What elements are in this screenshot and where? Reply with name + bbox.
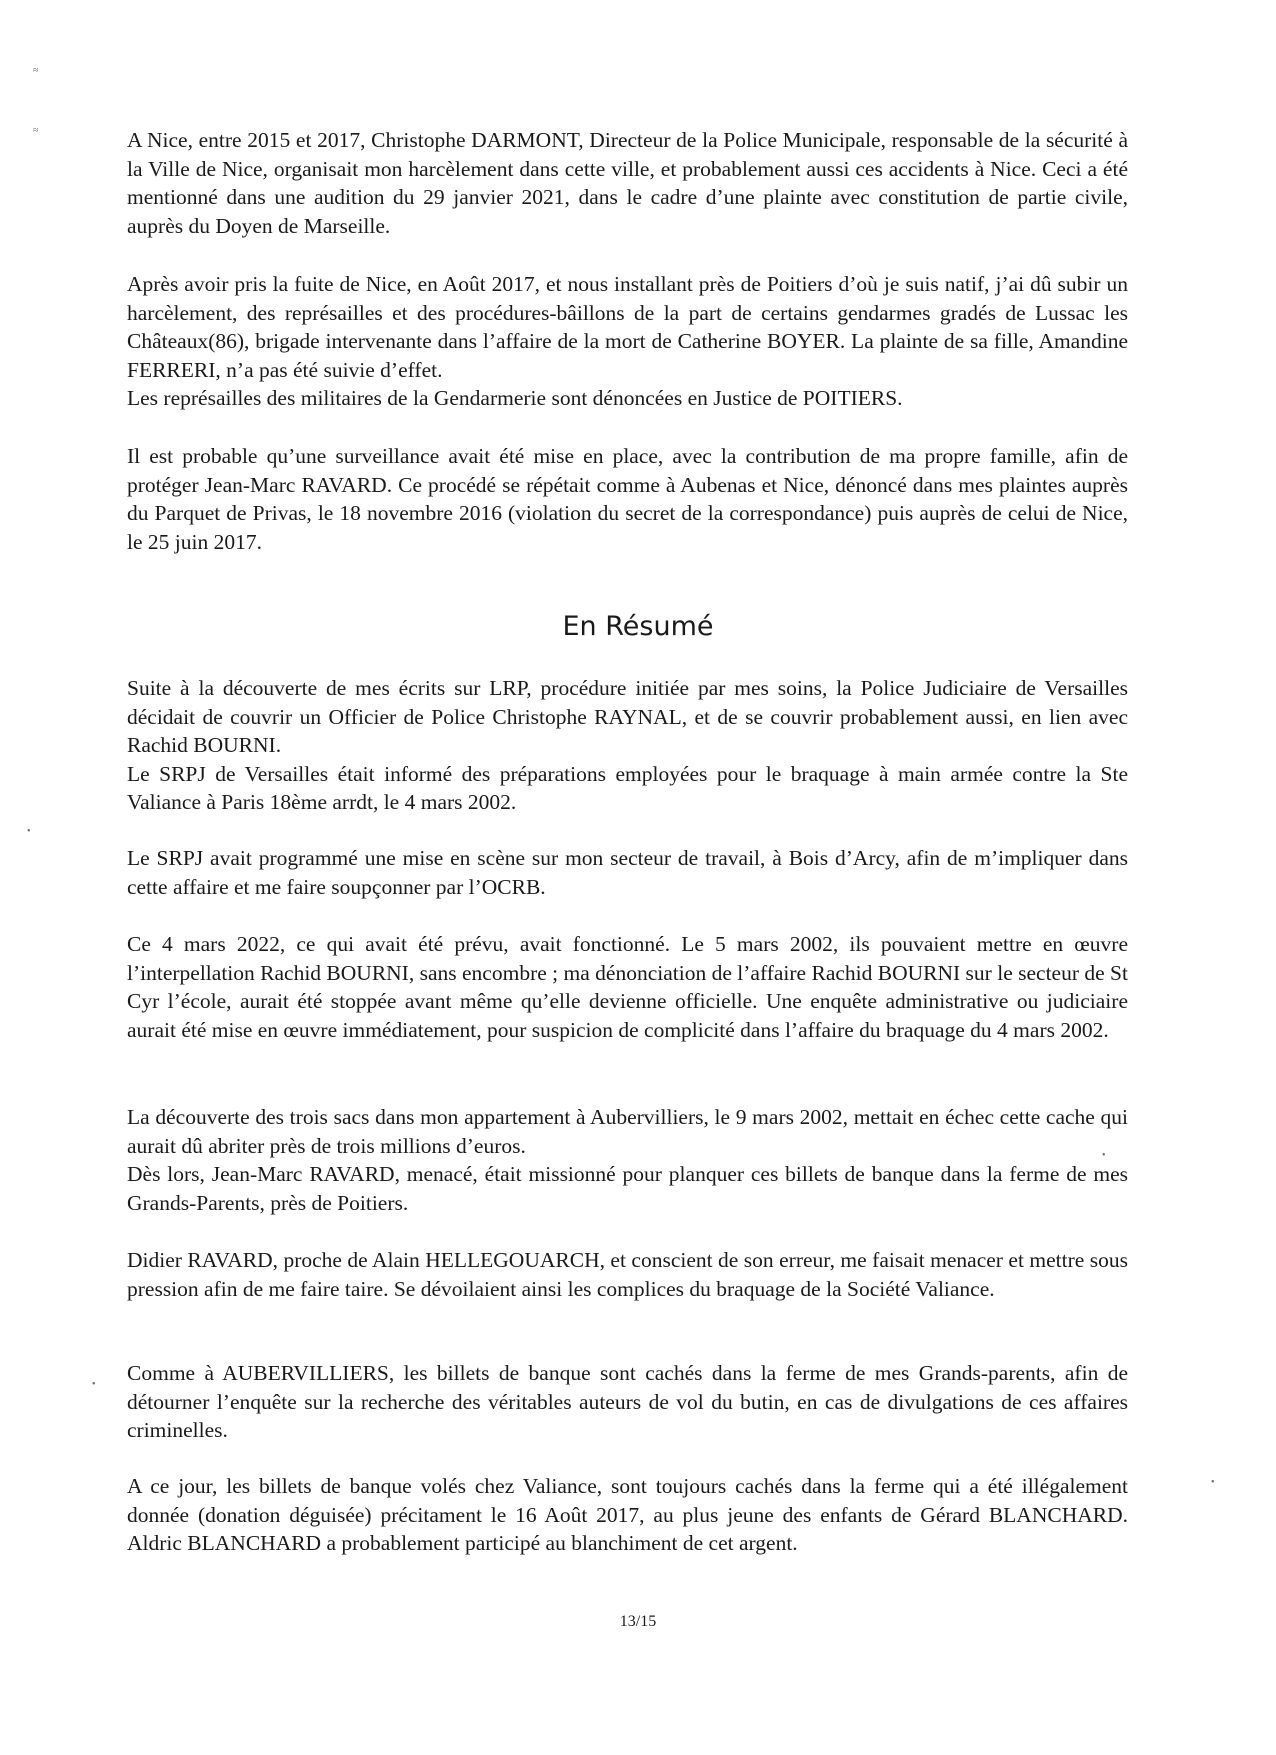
paragraph-hidden-banknotes: Comme à AUBERVILLIERS, les billets de banque sont cachés dans la ferme de mes Grands-parents, afin de détourner l’enquête sur la recherche des véritables auteurs de vol du butin, en cas de divulgations de ces affaires criminelles. bbox=[127, 1361, 1128, 1443]
paragraph-group-srpj bbox=[127, 674, 1128, 817]
paragraph-poitiers-harassment: Après avoir pris la fuite de Nice, en Août 2017, et nous installant près de Poitiers d’où je suis natif, j’ai dû subir un harcèlement, des représailles et des procédures-bâillons de la part de certains gendarmes gradés de Lussac les Châteaux(86), brigade intervenante dans l’affaire de la mort de Catherine BOYER. La plainte de sa fille, Amandine FERRERI, n’a pas été suivie d’effet. bbox=[127, 272, 1128, 382]
paragraph-ravard-mission: Dès lors, Jean-Marc RAVARD, menacé, était missionné pour planquer ces billets de banque dans la ferme de mes Grands-Parents, près de Poitiers. bbox=[127, 1162, 1128, 1215]
scan-speck: • bbox=[27, 826, 31, 837]
paragraph-lrp-discovery: Suite à la découverte de mes écrits sur LRP, procédure initiée par mes soins, la Police Judiciaire de Versailles décidait de couvrir un Officier de Police Christophe RAYNAL, et de se couvrir probablement aussi, en lien avec Rachid BOURNI. bbox=[127, 676, 1128, 758]
page-number: 13/15 bbox=[619, 1613, 657, 1630]
paragraph-group-aubervilliers bbox=[127, 1103, 1128, 1217]
scan-speck: ≈ bbox=[33, 125, 39, 136]
scan-speck: ≈ bbox=[33, 65, 39, 76]
paragraph-mise-en-scene: Le SRPJ avait programmé une mise en scène sur mon secteur de travail, à Bois d’Arcy, afin de m’impliquer dans cette affaire et me faire soupçonner par l’OCRB. bbox=[127, 846, 1128, 899]
section-heading: En Résumé bbox=[562, 611, 714, 642]
paragraph-srpj-informed: Le SRPJ de Versailles était informé des préparations employées pour le braquage à main armée contre la Ste Valiance à Paris 18ème arrdt, le 4 mars 2002. bbox=[127, 761, 1128, 815]
scan-speck: • bbox=[1102, 1150, 1106, 1161]
paragraph-gendarmerie-reprisals: Les représailles des militaires de la Gendarmerie sont dénoncées en Justice de POITIERS. bbox=[127, 386, 903, 411]
paragraph-surveillance: Il est probable qu’une surveillance avait été mise en place, avec la contribution de ma propre famille, afin de protéger Jean-Marc RAVARD. Ce procédé se répétait comme à Aubenas et Nice, dénoncé dans mes plaintes auprès du Parquet de Privas, le 18 novembre 2016 (violation du secret de la correspondance) puis auprès de celui de Nice, le 25 juin 2017. bbox=[127, 444, 1128, 554]
paragraph-interpellation: Ce 4 mars 2022, ce qui avait été prévu, avait fonctionné. Le 5 mars 2002, ils pouvaient mettre en œuvre l’interpellation Rachid BOURNI, sans encombre ; ma dénonciation de l’affaire Rachid BOURNI sur le secteur de St Cyr l’école, aurait été stoppée avant même qu’elle devienne officielle. Une enquête administrative ou judiciaire aurait été mise en œuvre immédiatement, pour suspicion de complicité dans l’affaire du braquage du 4 mars 2002. bbox=[127, 932, 1128, 1042]
paragraph-didier-ravard: Didier RAVARD, proche de Alain HELLEGOUARCH, et conscient de son erreur, me faisait menacer et mettre sous pression afin de me faire taire. Se dévoilaient ainsi les complices du braquage de la Société Valiance. bbox=[127, 1248, 1128, 1301]
scan-speck: • bbox=[1211, 1477, 1215, 1488]
paragraph-group-poitiers bbox=[127, 270, 1128, 413]
paragraph-nice-harassment: A Nice, entre 2015 et 2017, Christophe DARMONT, Directeur de la Police Municipale, responsable de la sécurité à la Ville de Nice, organisait mon harcèlement dans cette ville, et probablement aussi ces accidents à Nice. Ceci a été mentionné dans une audition du 29 janvier 2021, dans le cadre d’une plainte avec constitution de partie civile, auprès du Doyen de Marseille. bbox=[127, 128, 1128, 238]
scan-speck: • bbox=[92, 1379, 96, 1390]
paragraph-valiance-farm: A ce jour, les billets de banque volés chez Valiance, sont toujours cachés dans la ferme qui a été illégalement donnée (donation déguisée) précitament le 16 Août 2017, au plus jeune des enfants de Gérard BLANCHARD. Aldric BLANCHARD a probablement participé au blanchiment de cet argent. bbox=[127, 1474, 1128, 1556]
paragraph-three-bags: La découverte des trois sacs dans mon appartement à Aubervilliers, le 9 mars 2002, mettait en échec cette cache qui aurait dû abriter près de trois millions d’euros. bbox=[127, 1105, 1128, 1158]
